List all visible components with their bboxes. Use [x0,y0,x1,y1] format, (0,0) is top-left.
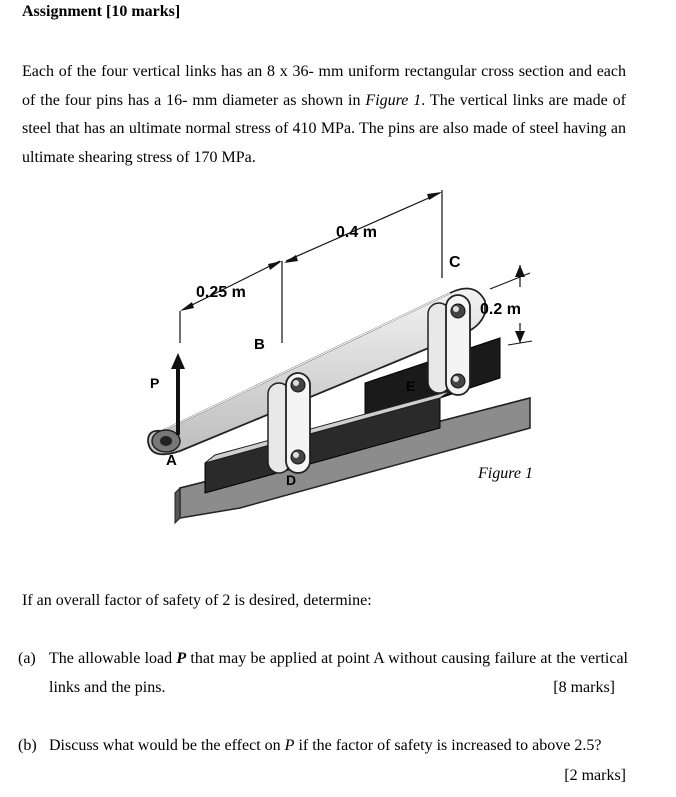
label-c: C [449,254,461,271]
base-plate-side [175,488,180,523]
intro-text-1: Each of the four vertical links has an 8 x 36- mm uniform rectangular cross section and each of the four pins has a 16- mm diameter as shown in [22,63,626,109]
part-b-marks: [2 marks] [564,767,626,784]
part-b-symbol: P [284,737,295,754]
dim-label-0-4m: 0.4 m [336,224,377,241]
dim-label-0-25m: 0.25 m [196,284,246,301]
assignment-heading: Assignment [10 marks] [22,3,181,20]
part-b [18,732,628,784]
dim-label-0-2m: 0.2 m [480,301,521,318]
part-a-marks: [8 marks] [553,678,615,696]
part-a-text [49,645,628,702]
figure-reference: Figure 1 [365,91,422,109]
part-a [18,645,628,702]
part-b-text-2: if the factor of safety is increased to above 2.5? [294,737,602,754]
part-a-text-2: that may be applied at point A without causing failure at the vertical links and the pins. [49,650,628,696]
part-a-label: (a) [18,650,36,667]
part-a-text-1: The allowable load [49,650,177,667]
label-d: D [286,472,297,488]
question-intro: If an overall factor of safety of 2 is desired, determine: [22,592,372,609]
label-p: P [150,375,160,391]
label-e: E [406,378,416,394]
label-a: A [166,452,177,469]
intro-text-2: . The vertical links are made of steel that has an ultimate normal stress of 410 MPa. The pins are also made of steel having an ultimate shearing stress of 170 MPa. [22,91,626,166]
part-b-label: (b) [18,737,37,754]
figure-caption: Figure 1 [478,465,533,482]
problem-statement [22,58,626,172]
part-b-text [49,732,628,761]
part-a-symbol: P [176,650,187,667]
figure-1-diagram [140,183,560,553]
part-b-text-1: Discuss what would be the effect on [49,737,285,754]
label-b: B [254,336,265,353]
